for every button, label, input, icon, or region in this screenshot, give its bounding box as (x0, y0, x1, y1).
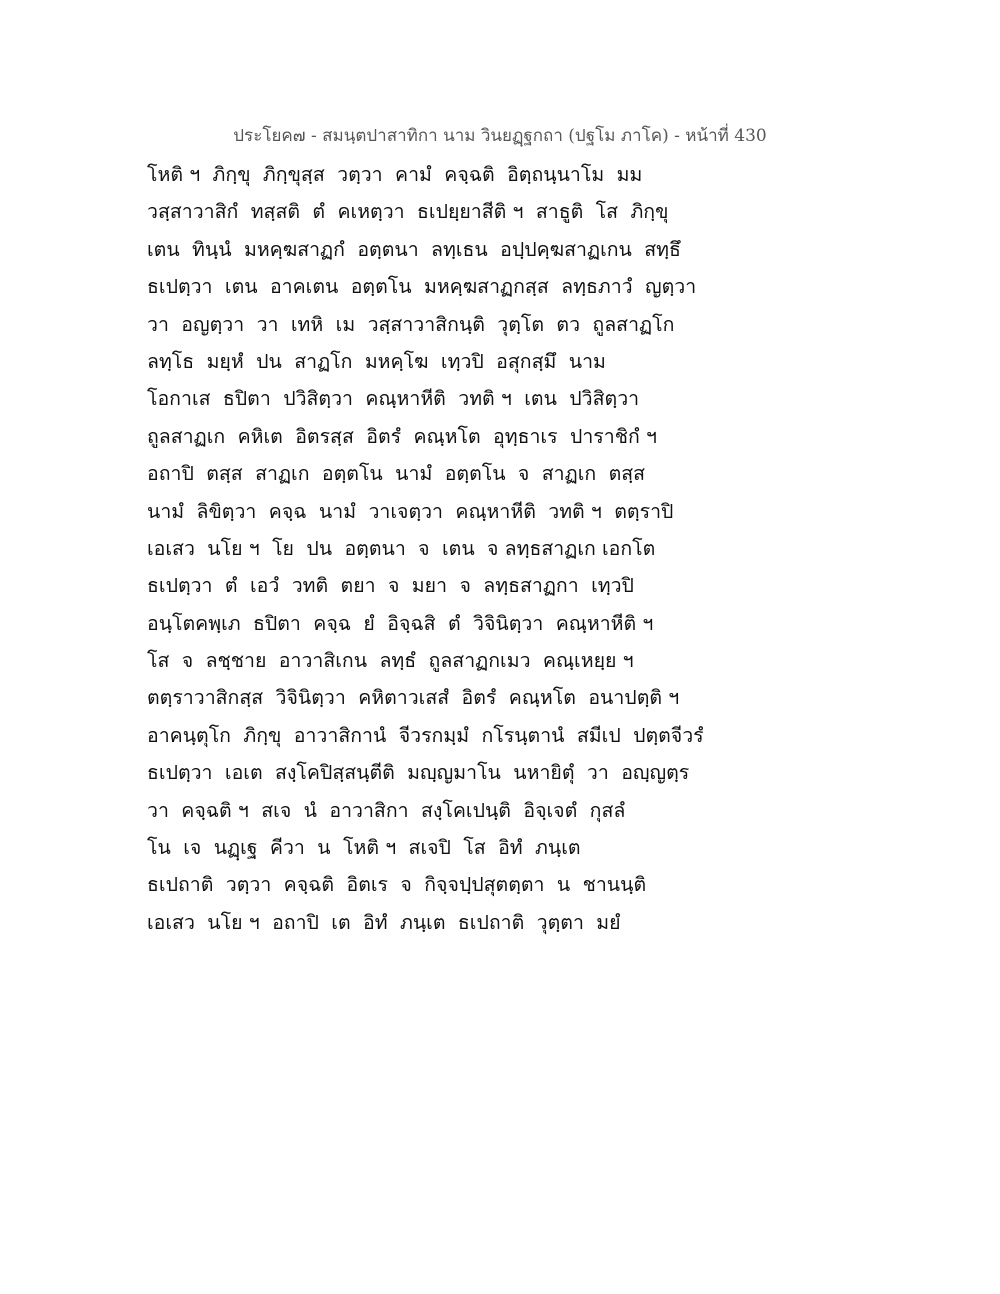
text-line: ถูลสาฏเก คหิเต อิตรสฺส อิตรํ คณฺหโต อุทฺธาเร ปาราชิกํ ฯ (147, 424, 657, 448)
text-line: อถาปิ ตสฺส สาฏเก อตฺตโน นามํ อตฺตโน จ สาฏเก ตสฺส (147, 462, 646, 486)
text-line: โอกาเส ธปิตา ปวิสิตฺวา คณฺหาหีติ วทติ ฯ เตน ปวิสิตฺวา (147, 387, 640, 411)
text-line: เตน ทินฺนํ มหคฺฆสาฏกํ อตฺตนา ลทฺเธน อปฺปคฺฆสาฏเกน สทฺธึ (147, 237, 681, 261)
text-line: ธเปตฺวา ตํ เอวํ วทติ ตยา จ มยา จ ลทฺธสาฏกา เทฺวปิ (147, 574, 634, 598)
text-line: ลทฺโธ มยฺหํ ปน สาฏโก มหคฺโฆ เทฺวปิ อสุกสฺมึ นาม (147, 349, 606, 373)
body-text (147, 156, 707, 941)
text-line: อาคนฺตุโก ภิกฺขุ อาวาสิกานํ จีวรกมฺมํ กโรนฺตานํ สมีเป ปตฺตจีวรํ (147, 723, 704, 747)
text-line: โส จ ลชฺชาย อาวาสิเกน ลทฺธํ ถูลสาฏกเมว คณฺเหยฺย ฯ (147, 649, 634, 673)
text-line: อนฺโตคพฺเภ ธปิตา คจฺฉ ยํ อิจฺฉสิ ตํ วิจินิตฺวา คณฺหาหีติ ฯ (147, 611, 654, 635)
text-line: ธเปตฺวา เอเต สงฺโคปิสฺสนฺตีติ มญฺญมาโน นหายิตุํ วา อญฺญตฺร (147, 761, 690, 785)
text-line: โหติ ฯ ภิกฺขุ ภิกฺขุสฺส วตฺวา คามํ คจฺฉติ อิตฺถนฺนาโม มม (147, 163, 643, 186)
running-header: ประโยค๗ - สมนฺตปาสาทิกา นาม วินยฏฺฐกถา (ปฐโม ภาโค) - หน้าที่ 430 (233, 126, 767, 146)
text-line: วา อญตฺวา วา เทหิ เม วสฺสาวาสิกนฺติ วุตฺโต ตว ถูลสาฏโก (147, 312, 675, 336)
text-line: โน เจ นฏฺเฐ คีวา น โหติ ฯ สเจปิ โส อิทํ ภนฺเต (147, 836, 581, 860)
text-line: เอเสว นโย ฯ โย ปน อตฺตนา จ เตน จ ลทฺธสาฏเก เอกโต (147, 536, 656, 560)
text-line: ตตฺราวาสิกสฺส วิจินิตฺวา คหิตาวเสสํ อิตรํ คณฺหโต อนาปตฺติ ฯ (147, 686, 680, 710)
text-line: นามํ ลิขิตฺวา คจฺฉ นามํ วาเจตฺวา คณฺหาหีติ วทติ ฯ ตตฺราปิ (147, 499, 674, 523)
text-line: เอเสว นโย ฯ อถาปิ เต อิทํ ภนฺเต ธเปถาติ วุตฺตา มยํ (147, 910, 621, 934)
text-line: ธเปตฺวา เตน อาคเตน อตฺตโน มหคฺฆสาฏกสฺส ลทฺธภาวํ ญตฺวา (147, 275, 697, 299)
text-line: วา คจฺฉติ ฯ สเจ นํ อาวาสิกา สงฺโคเปนฺติ อิจฺเจตํ กุสลํ (147, 798, 626, 822)
text-line: ธเปถาติ วตฺวา คจฺฉติ อิตเร จ กิจฺจปฺปสุตตฺตา น ชานนฺติ (147, 873, 647, 897)
text-line: วสฺสาวาสิกํ ทสฺสติ ตํ คเหตฺวา ธเปยฺยาสีติ ฯ สาธูติ โส ภิกฺขุ (147, 200, 669, 224)
